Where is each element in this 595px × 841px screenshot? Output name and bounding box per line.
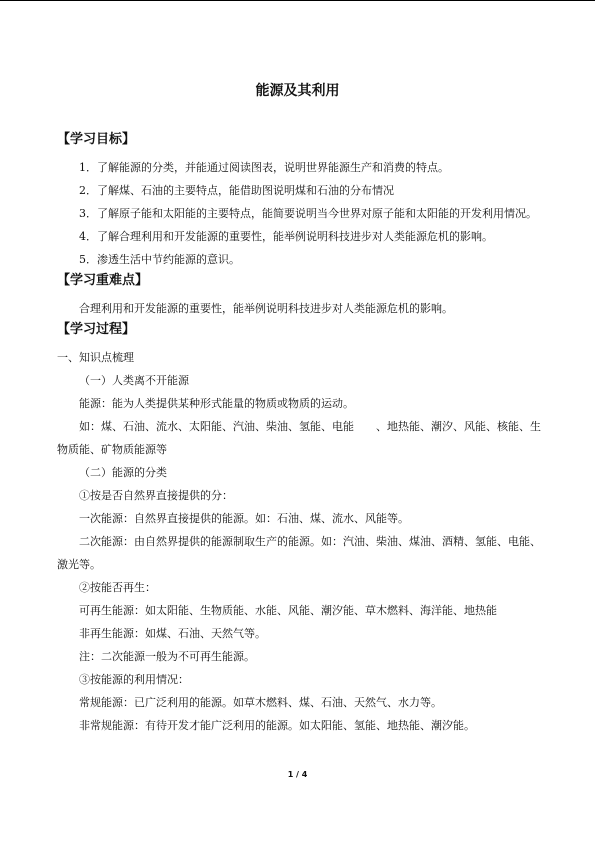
process-line-5: （二）能源的分类 (79, 466, 167, 479)
process-line-12: 注：二次能源一般为不可再生能源。 (79, 650, 255, 663)
goal-item-4: 4．了解合理利用和开发能源的重要性，能举例说明科技进步对人类能源危机的影响。 (79, 230, 493, 243)
section-heading-goals: 【学习目标】 (57, 132, 136, 147)
goal-item-5: 5．渗透生活中节约能源的意识。 (79, 253, 240, 266)
process-line-4: 如：煤、石油、流水、太阳能、汽油、柴油、氢能、电能 、地热能、潮汐、风能、核能、生物质能、矿物质能源等 (57, 420, 541, 456)
top-border-line (0, 0, 595, 1)
goal-item-2: 2．了解煤、石油的主要特点，能借助图说明煤和石油的分布情况 (79, 184, 394, 197)
process-line-1: 一、知识点梳理 (57, 351, 134, 364)
process-line-3: 能源：能为人类提供某种形式能量的物质或物质的运动。 (79, 397, 354, 410)
goal-item-1: 1．了解能源的分类，并能通过阅读图表，说明世界能源生产和消费的特点。 (79, 161, 449, 174)
process-line-13: ③按能源的利用情况： (79, 673, 189, 686)
page-number: 1 / 4 (287, 770, 308, 779)
process-line-2: （一）人类离不开能源 (79, 374, 189, 387)
process-line-9: ②按能否再生： (79, 581, 156, 594)
document-body (57, 130, 542, 737)
goal-item-3: 3．了解原子能和太阳能的主要特点，能简要说明当今世界对原子能和太阳能的开发利用情况。 (79, 207, 537, 220)
section-heading-process: 【学习过程】 (57, 322, 136, 337)
process-line-7: 一次能源：自然界直接提供的能源。如：石油、煤、流水、风能等。 (79, 512, 409, 525)
process-line-11: 非再生能源：如煤、石油、天然气等。 (79, 627, 266, 640)
section-heading-keypoints: 【学习重难点】 (57, 273, 149, 288)
process-line-14: 常规能源：已广泛利用的能源。如草木燃料、煤、石油、天然气、水力等。 (79, 696, 442, 709)
process-line-6: ①按是否自然界直接提供的分： (79, 489, 233, 502)
document-title: 能源及其利用 (255, 83, 340, 99)
process-line-15: 非常规能源：有待开发才能广泛利用的能源。如太阳能、氢能、地热能、潮汐能。 (79, 719, 475, 732)
keypoints-text: 合理利用和开发能源的重要性，能举例说明科技进步对人类能源危机的影响。 (79, 302, 453, 315)
process-line-8: 二次能源：由自然界提供的能源制取生产的能源。如：汽油、柴油、煤油、酒精、氢能、电能、激光等。 (57, 535, 541, 571)
process-line-10: 可再生能源：如太阳能、生物质能、水能、风能、潮汐能、草木燃料、海洋能、地热能 (79, 604, 497, 617)
